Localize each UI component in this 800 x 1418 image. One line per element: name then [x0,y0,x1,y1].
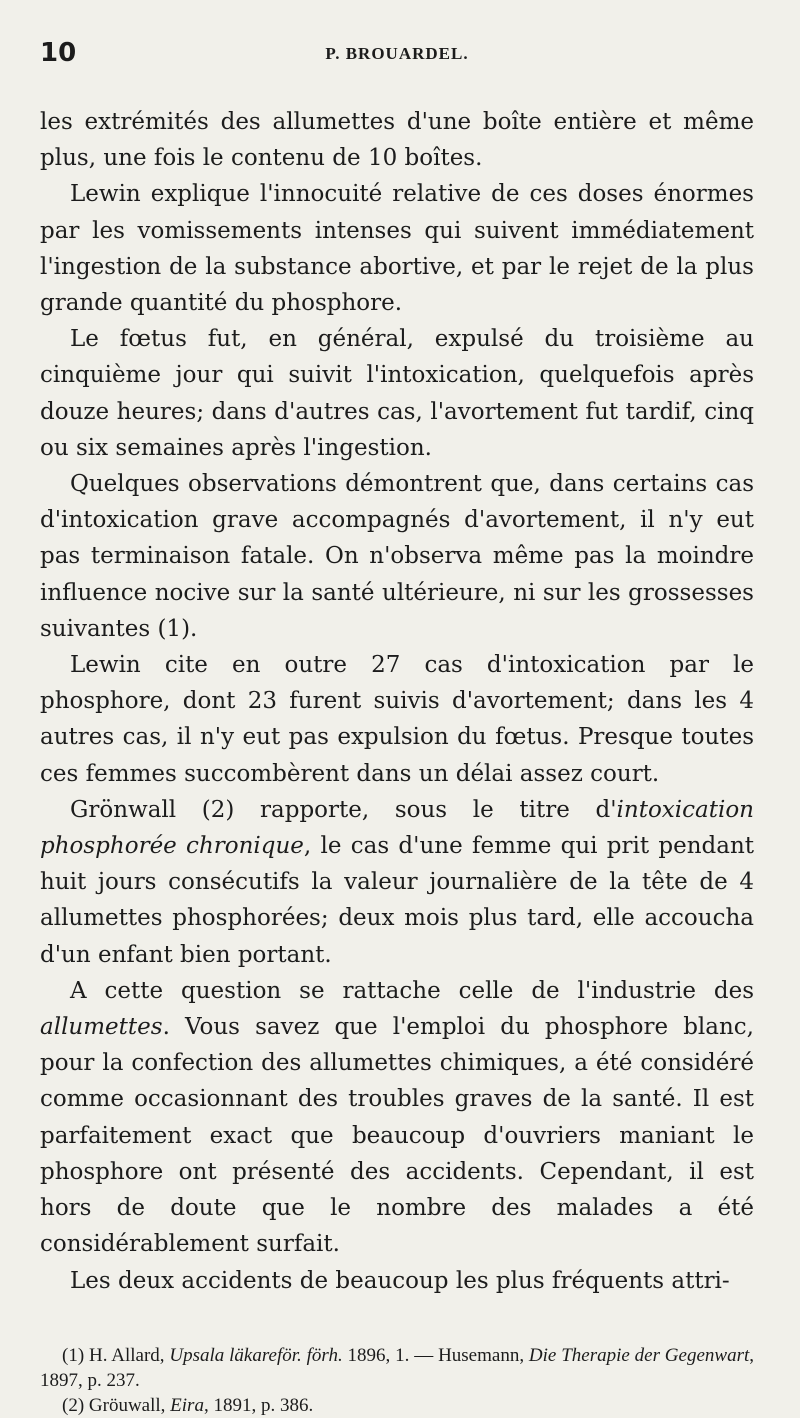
footnote-1-title: Die Therapie der Gegenwart [528,1344,750,1366]
footnote-2-end: , 1891, p. 386. [203,1394,314,1416]
paragraph-7-start: A cette question se rattache celle de l'industrie des [70,977,754,1004]
footnote-1 [40,1343,754,1393]
footnotes [40,1343,754,1418]
footnote-2 [40,1393,754,1418]
footnote-1-journal: Upsala läkareför. förh. [169,1344,343,1366]
paragraph-6-end: , le cas d'une femme qui prit pendant huit jours consécutifs la valeur journalière de la tête de 4 allumettes phosphorées; deux mois plus tard, elle accoucha d'un enfant bien portant. [40,833,754,968]
footnote-2-journal: Eira [170,1394,204,1416]
paragraph-5: Lewin cite en outre 27 cas d'intoxication par le phosphore, dont 23 furent suivis d'avortement; dans les 4 autres cas, il n'y eut pas expulsion du fœtus. Presque toutes ces femmes succombèrent dans un délai assez court. [40,652,754,787]
paragraph-6 [40,792,754,973]
paragraph-2: Lewin explique l'innocuité relative de ces doses énormes par les vomissements intenses qui suivent immédiatement l'ingestion de la substance abortive, et par le rejet de la plus grande quantité du phosphore. [40,181,754,317]
footnote-1-end: , 1897, p. 237. [40,1344,754,1391]
paragraph-8: Les deux accidents de beaucoup les plus fréquents attri- [70,1267,730,1294]
paragraph-4: Quelques observations démontrent que, dans certains cas d'intoxication grave accompagnés d'avortement, il n'y eut pas terminaison fatale. On n'observa même pas la moindre influence nocive sur la santé ultérieure, ni sur les grossesses suivantes (1). [40,471,754,642]
page-number: 10 [40,38,77,68]
body-text [40,104,754,1299]
paragraph-3: Le fœtus fut, en général, expulsé du troisième au cinquième jour qui suivit l'intoxication, quelquefois après douze heures; dans d'autres cas, l'avortement fut tardif, cinq ou six semaines après l'ingestion. [40,326,754,461]
footnote-2-start: (2) Gröuwall, [62,1394,171,1416]
paragraph-1: les extrémités des allumettes d'une boîte entière et même plus, une fois le contenu de 10 boîtes. [40,109,754,172]
footnote-1-start: (1) H. Allard, [62,1344,170,1366]
paragraph-7 [40,973,754,1263]
paragraph-7-end: . Vous savez que l'emploi du phosphore blanc, pour la confection des allumettes chimiques, a été considéré comme occasionnant des troubles graves de la santé. Il est parfaitement exact que beaucoup d'ouvriers maniant le phosphore ont présenté des accidents. Cependant, il est hors de doute que le nombre des malades a été considérablement surfait. [40,1014,754,1258]
running-title: P. BROUARDEL. [325,44,469,63]
paragraph-6-italic-title: intoxication phosphorée chronique [40,796,754,860]
footnote-1-middle: 1896, 1. — Husemann, [342,1344,529,1366]
paragraph-7-italic-term: allumettes [40,1014,163,1041]
running-head [40,28,754,78]
paragraph-6-start: Grönwall (2) rapporte, sous le titre d' [70,796,617,823]
